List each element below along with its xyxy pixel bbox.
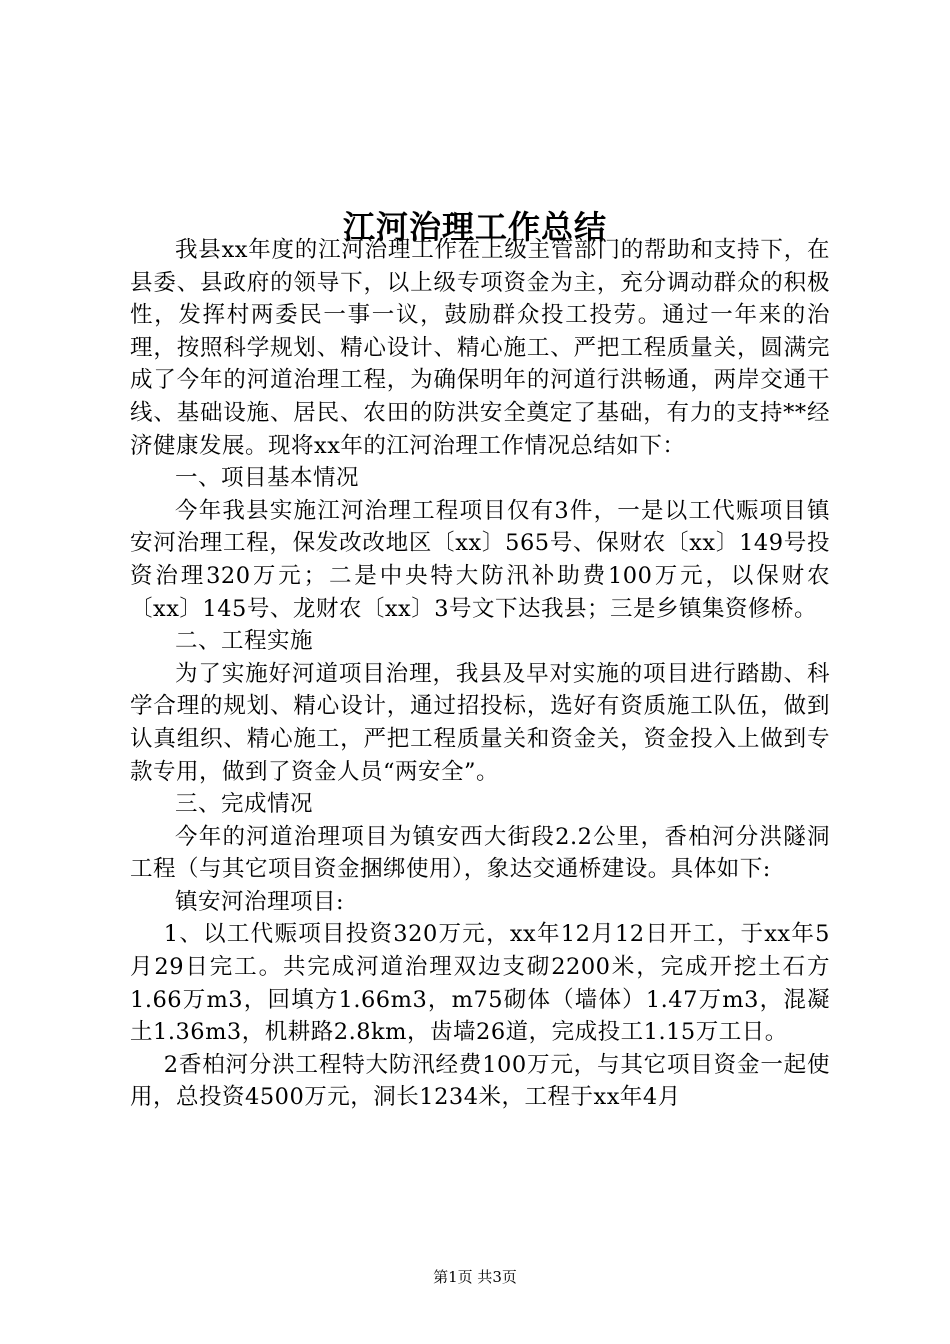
page-footer: 第1页 共3页 [433,1268,517,1286]
item-1-paragraph: 1、以工代赈项目投资320万元，xx年12月12日开工，于xx年5月29日完工。共完成河道治理双边支砌2200米，完成开挖土石方1.66万m3，回填方1.66m3，m75砌体（墙体）1.47万m3，混凝土1.36m3，机耕路2.8km，齿墙26道，完成投工1.15万工日。 [130,921,830,1046]
section-heading-implementation: 二、工程实施 [175,628,314,655]
intro-paragraph: 我县xx年度的江河治理工作在上级主管部门的帮助和支持下，在县委、县政府的领导下，以上级专项资金为主，充分调动群众的积极性，发挥村两委民一事一议，鼓励群众投工投劳。通过一年来的治理，按照科学规划、精心设计、精心施工、严把工程质量关，圆满完成了今年的河道治理工程，为确保明年的河道行洪畅通，两岸交通干线、基础设施、居民、农田的防洪安全奠定了基础，有力的支持**经济健康发展。现将xx年的江河治理工作情况总结如下： [130,237,830,459]
completion-paragraph: 今年的河道治理项目为镇安西大街段2.2公里，香柏河分洪隧洞工程（与其它项目资金捆绑使用），象达交通桥建设。具体如下: [130,823,830,883]
implementation-paragraph: 为了实施好河道项目治理，我县及早对实施的项目进行踏勘、科学合理的规划、精心设计，通过招投标，选好有资质施工队伍，做到认真组织、精心施工，严把工程质量关和资金关，资金投入上做到专款专用，做到了资金人员“两安全”。 [130,660,830,785]
item-2-paragraph: 2香柏河分洪工程特大防汛经费100万元，与其它项目资金一起使用，总投资4500万元，洞长1234米，工程于xx年4月 [130,1051,830,1111]
document-title: 江河治理工作总结 [342,208,607,247]
section-heading-completion: 三、完成情况 [175,791,314,818]
document-body [130,234,830,1114]
project-info-paragraph: 今年我县实施江河治理工程项目仅有3件，一是以工代赈项目镇安河治理工程，保发改改地区〔xx〕565号、保财农〔xx〕149号投资治理320万元；二是中央特大防汛补助费100万元，以保财农〔xx〕145号、龙财农〔xx〕3号文下达我县；三是乡镇集资修桥。 [130,497,830,622]
section-heading-basic-info: 一、项目基本情况 [175,465,360,492]
subheading-zhenan-river: 镇安河治理项目: [175,888,345,915]
